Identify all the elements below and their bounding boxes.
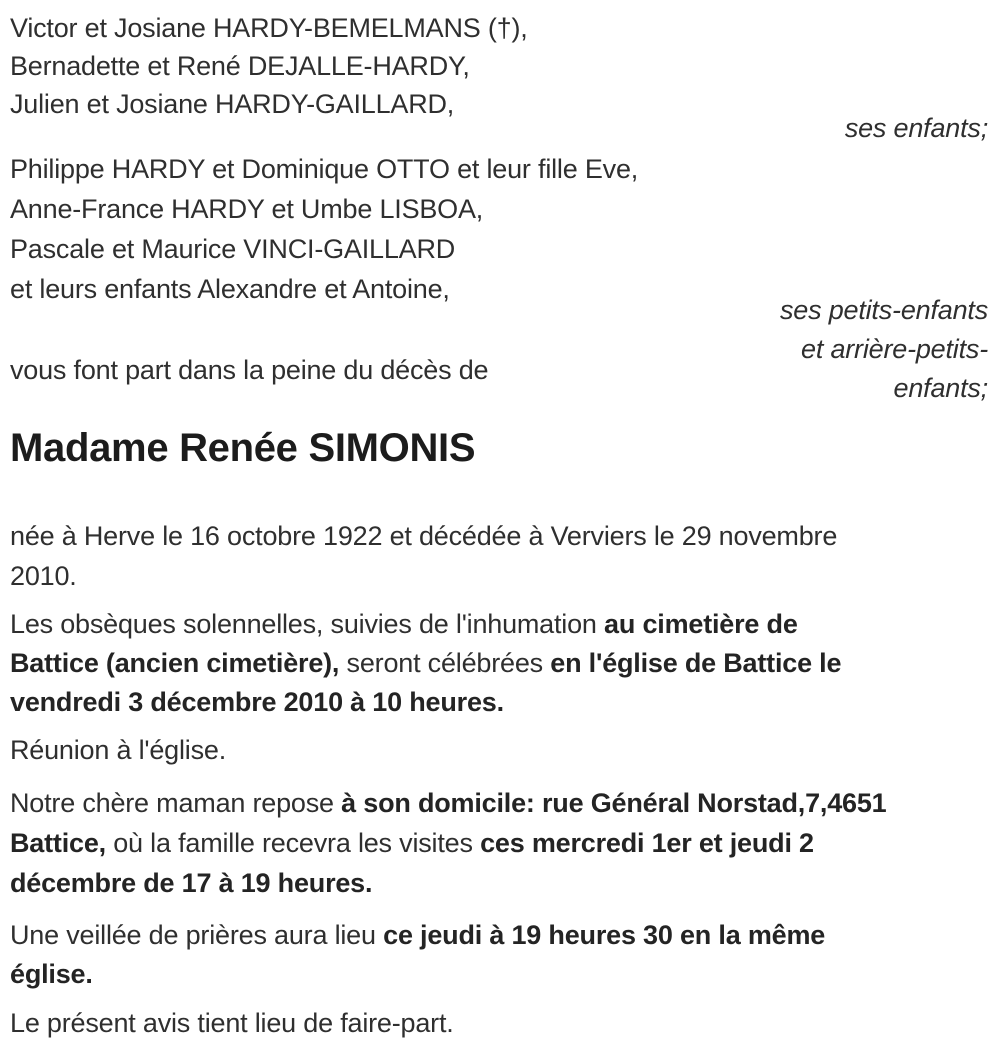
text-run: Une veillée de prières aura lieu — [10, 920, 384, 950]
deceased-name-heading: Madame Renée SIMONIS — [10, 426, 476, 470]
relation-label-line: enfants; — [893, 373, 988, 403]
text-run-bold: ce jeudi à 19 heures 30 en la même — [383, 920, 826, 950]
announcer-name-line: Philippe HARDY et Dominique OTTO et leur fille Eve, — [10, 154, 639, 184]
visitation-line — [10, 783, 988, 823]
visitation-line — [10, 863, 988, 903]
visitation-line — [10, 823, 988, 863]
children-relation-label: ses enfants; — [844, 113, 988, 143]
text-run-bold: ces mercredi 1er et jeudi 2 — [480, 828, 814, 858]
text-run: seront célébrées — [339, 648, 551, 678]
text-run-bold: au cimetière de — [604, 609, 798, 639]
vigil-paragraph — [10, 916, 988, 994]
vigil-line — [10, 916, 988, 955]
announcer-name-line: et leurs enfants Alexandre et Antoine, — [10, 274, 450, 304]
text-run-bold: en l'église de Battice le — [550, 648, 842, 678]
funeral-line — [10, 644, 988, 683]
closing-line: Le présent avis tient lieu de faire-part. — [10, 1008, 454, 1038]
birth-death-line: née à Herve le 16 octobre 1922 et décédée à Verviers le 29 novembre — [10, 521, 838, 551]
relation-label-line: et arrière-petits- — [801, 334, 988, 364]
intro-row — [10, 291, 988, 408]
birth-death-paragraph — [10, 516, 988, 596]
intro-text-cell — [10, 291, 780, 408]
funeral-paragraph — [10, 605, 988, 722]
text-run: où la famille recevra les visites — [105, 828, 481, 858]
text-run-bold: Battice, — [10, 828, 106, 858]
text-run: Les obsèques solennelles, suivies de l'inhumation — [10, 609, 605, 639]
announcer-name-line: Julien et Josiane HARDY-GAILLARD, — [10, 89, 455, 119]
text-run-bold: vendredi 3 décembre 2010 à 10 heures. — [10, 687, 504, 717]
birth-death-line: 2010. — [10, 561, 77, 591]
text-run: Notre chère maman repose — [10, 788, 342, 818]
announcer-name-line: Victor et Josiane HARDY-BEMELMANS (†), — [10, 13, 528, 43]
text-run-bold: église. — [10, 959, 93, 989]
visitation-paragraph — [10, 783, 988, 903]
relation-label-line: ses petits-enfants — [779, 295, 988, 325]
grandchildren-relation-label — [780, 291, 988, 408]
children-names-block — [10, 9, 988, 123]
announcer-name-line: Anne-France HARDY et Umbe LISBOA, — [10, 194, 484, 224]
announcer-name-line: Pascale et Maurice VINCI-GAILLARD — [10, 234, 456, 264]
funeral-line — [10, 683, 988, 722]
closing-paragraph — [10, 1004, 988, 1043]
text-run-bold: Battice (ancien cimetière), — [10, 648, 340, 678]
intro-text: vous font part dans la peine du décès de — [10, 355, 489, 385]
gathering-paragraph — [10, 731, 988, 770]
announcer-name-line: Bernadette et René DEJALLE-HARDY, — [10, 51, 470, 81]
gathering-line: Réunion à l'église. — [10, 735, 226, 765]
text-run-bold: à son domicile: rue Général Norstad,7,4651 — [341, 788, 887, 818]
grandchildren-names-block — [10, 149, 988, 309]
funeral-line — [10, 605, 988, 644]
text-run-bold: décembre de 17 à 19 heures. — [10, 868, 373, 898]
vigil-line — [10, 955, 988, 994]
